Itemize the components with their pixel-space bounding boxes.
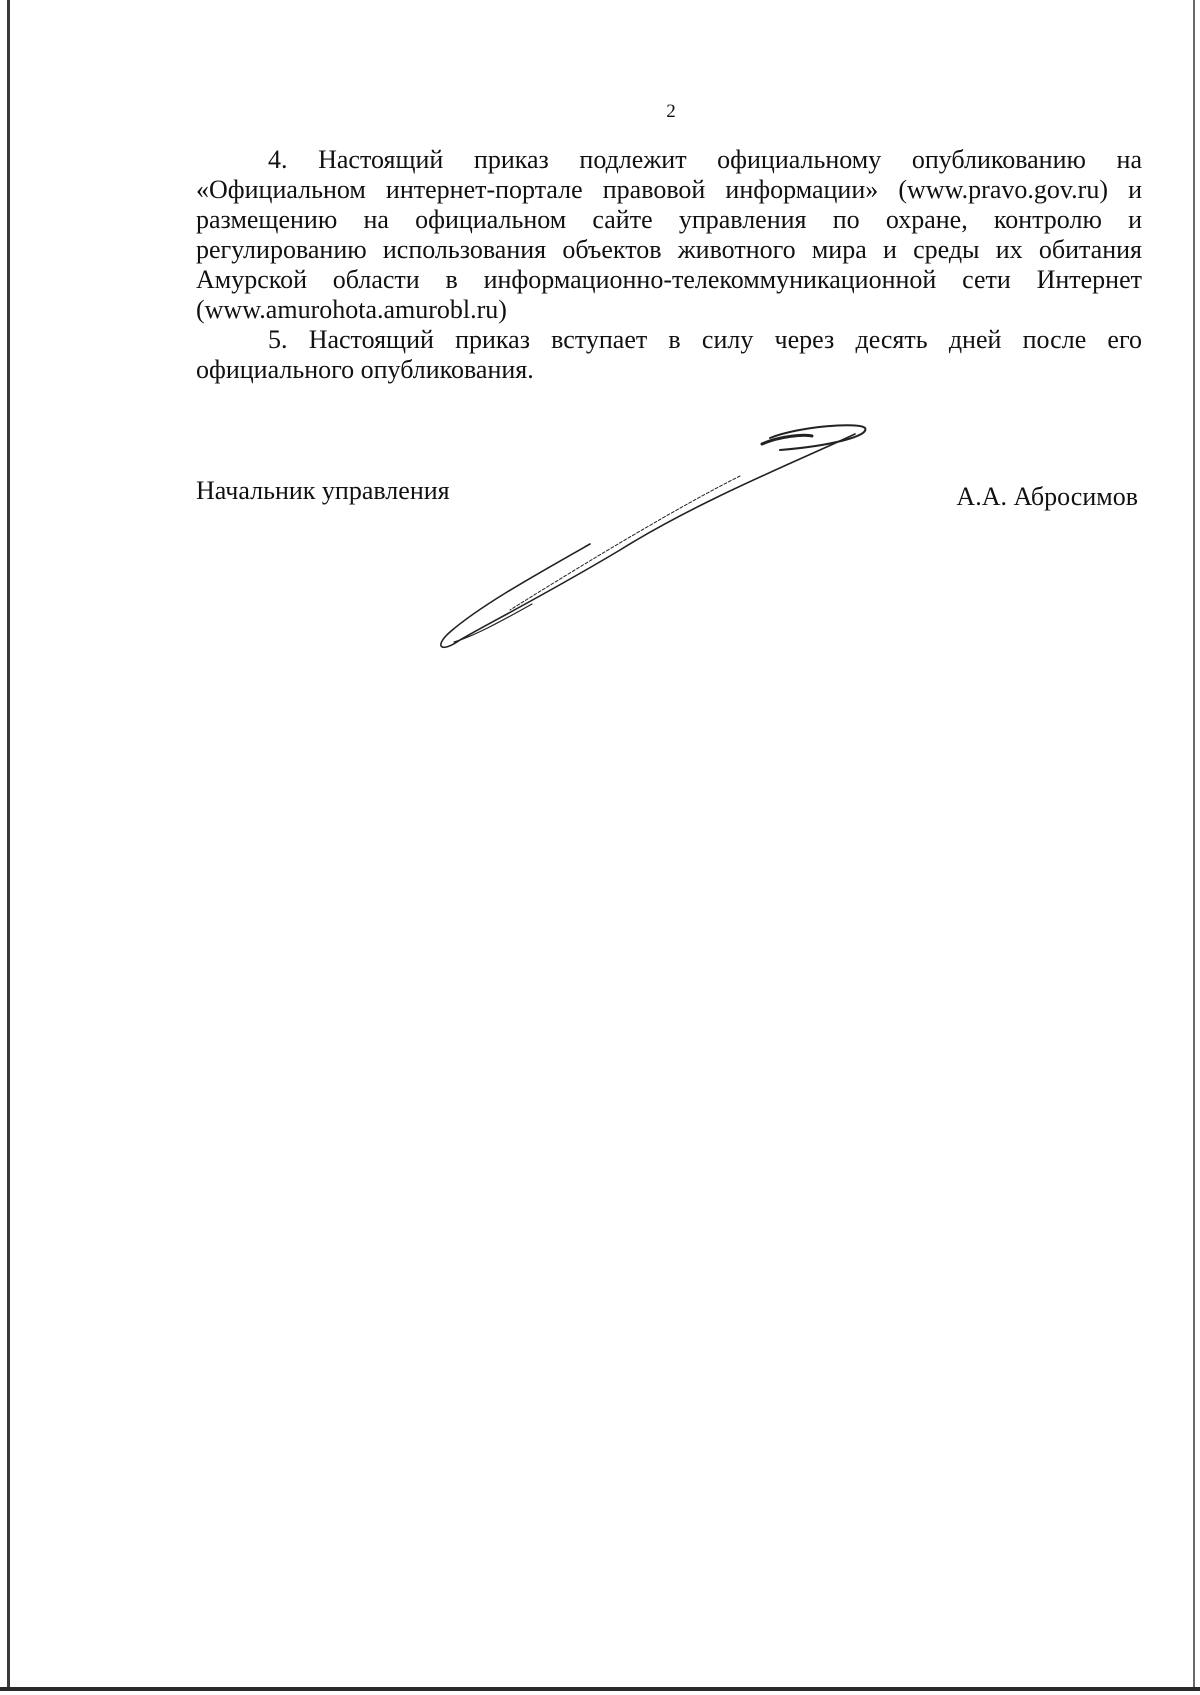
scan-edge-right bbox=[1193, 0, 1195, 1690]
paragraph-4: 4. Настоящий приказ подлежит официальному опубликованию на «Официальном интернет-портале правовой информации» (www.pravo.gov.ru) и размещению на официальном сайте управления по охране, контролю и регулированию использования объектов животного мира и среды их обитания Амурской области в информационно-телекоммуникационной сети Интернет (www.amurohota.amurobl.ru) bbox=[196, 145, 1142, 324]
signatory-position: Начальник управления bbox=[196, 476, 450, 505]
page-number: 2 bbox=[666, 101, 676, 122]
handwritten-signature-icon bbox=[440, 410, 880, 650]
document-body bbox=[196, 145, 1142, 385]
paragraph-5: 5. Настоящий приказ вступает в силу через десять дней после его официального опубликования. bbox=[196, 325, 1142, 384]
scan-edge-bottom bbox=[0, 1687, 1200, 1691]
signatory-name: А.А. Абросимов bbox=[956, 482, 1138, 511]
scan-edge-left bbox=[7, 0, 10, 1690]
